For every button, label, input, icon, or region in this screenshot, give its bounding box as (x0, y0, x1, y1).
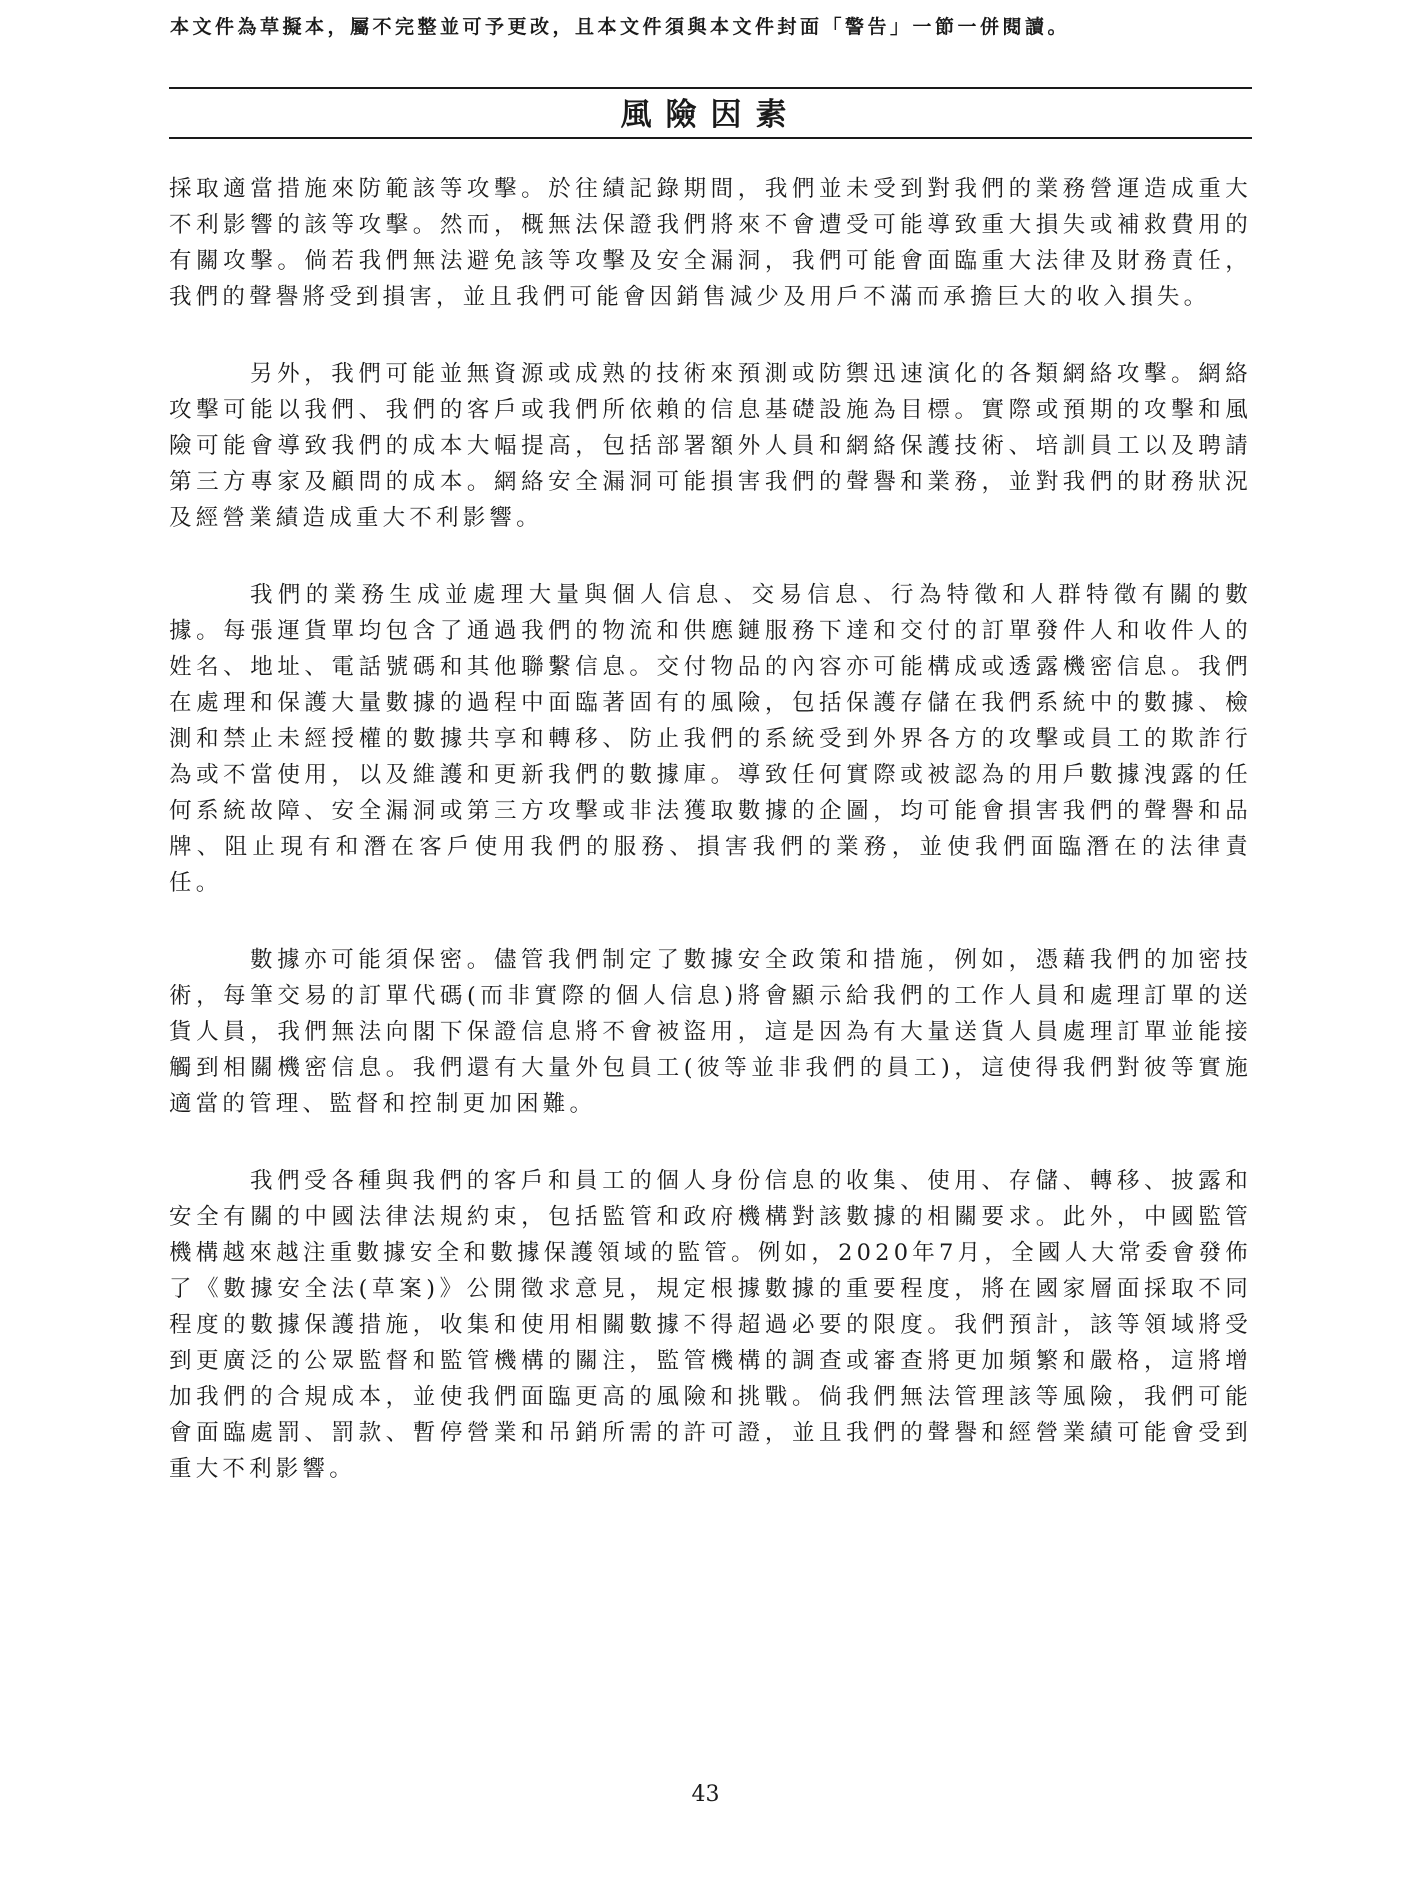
draft-disclaimer: 本文件為草擬本，屬不完整並可予更改，且本文件須與本文件封面「警告」一節一併閱讀。 (170, 16, 1071, 38)
section-title: 風險因素 (620, 97, 801, 133)
paragraph-data-processing: 我們的業務生成並處理大量與個人信息、交易信息、行為特徵和人群特徵有關的數據。每張運貨單均包含了通過我們的物流和供應鏈服務下達和交付的訂單發件人和收件人的姓名、地址、電話號碼和其他聯繫信息。交付物品的內容亦可能構成或透露機密信息。我們在處理和保護大量數據的過程中面臨著固有的風險，包括保護存儲在我們系統中的數據、檢測和禁止未經授權的數據共享和轉移、防止我們的系統受到外界各方的攻擊或員工的欺詐行為或不當使用，以及維護和更新我們的數據庫。導致任何實際或被認為的用戶數據洩露的任何系統故障、安全漏洞或第三方攻擊或非法獲取數據的企圖，均可能會損害我們的聲譽和品牌、阻止現有和潛在客戶使用我們的服務、損害我們的業務，並使我們面臨潛在的法律責任。 (169, 582, 1252, 896)
paragraph-prc-regulations: 我們受各種與我們的客戶和員工的個人身份信息的收集、使用、存儲、轉移、披露和安全有關的中國法律法規約束，包括監管和政府機構對該數據的相關要求。此外，中國監管機構越來越注重數據安全和數據保護領域的監管。例如，2020年7月，全國人大常委會發佈了《數據安全法(草案)》公開徵求意見，規定根據數據的重要程度，將在國家層面採取不同程度的數據保護措施，收集和使用相關數據不得超過必要的限度。我們預計，該等領域將受到更廣泛的公眾監督和監管機構的關注，監管機構的調查或審查將更加頻繁和嚴格，這將增加我們的合規成本，並使我們面臨更高的風險和挑戰。倘我們無法管理該等風險，我們可能會面臨處罰、罰款、暫停營業和吊銷所需的許可證，並且我們的聲譽和經營業績可能會受到重大不利影響。 (169, 1168, 1252, 1482)
paragraph-continued: 採取適當措施來防範該等攻擊。於往績記錄期間，我們並未受到對我們的業務營運造成重大不利影響的該等攻擊。然而，概無法保證我們將來不會遭受可能導致重大損失或補救費用的有關攻擊。倘若我們無法避免該等攻擊及安全漏洞，我們可能會面臨重大法律及財務責任，我們的聲譽將受到損害，並且我們可能會因銷售減少及用戶不滿而承擔巨大的收入損失。 (169, 176, 1252, 310)
page-number: 43 (691, 1782, 720, 1807)
paragraph-cyber-attacks: 另外，我們可能並無資源或成熟的技術來預測或防禦迅速演化的各類網絡攻擊。網絡攻擊可能以我們、我們的客戶或我們所依賴的信息基礎設施為目標。實際或預期的攻擊和風險可能會導致我們的成本大幅提高，包括部署額外人員和網絡保護技術、培訓員工以及聘請第三方專家及顧問的成本。網絡安全漏洞可能損害我們的聲譽和業務，並對我們的財務狀況及經營業績造成重大不利影響。 (169, 361, 1252, 531)
paragraph-data-confidentiality: 數據亦可能須保密。儘管我們制定了數據安全政策和措施，例如，憑藉我們的加密技術，每筆交易的訂單代碼(而非實際的個人信息)將會顯示給我們的工作人員和處理訂單的送貨人員，我們無法向閣下保證信息將不會被盜用，這是因為有大量送貨人員處理訂單並能接觸到相關機密信息。我們還有大量外包員工(彼等並非我們的員工)，這使得我們對彼等實施適當的管理、監督和控制更加困難。 (169, 947, 1252, 1117)
header-rule-top (169, 87, 1252, 89)
header-rule-bottom (169, 137, 1252, 139)
body-text (169, 171, 1252, 1528)
